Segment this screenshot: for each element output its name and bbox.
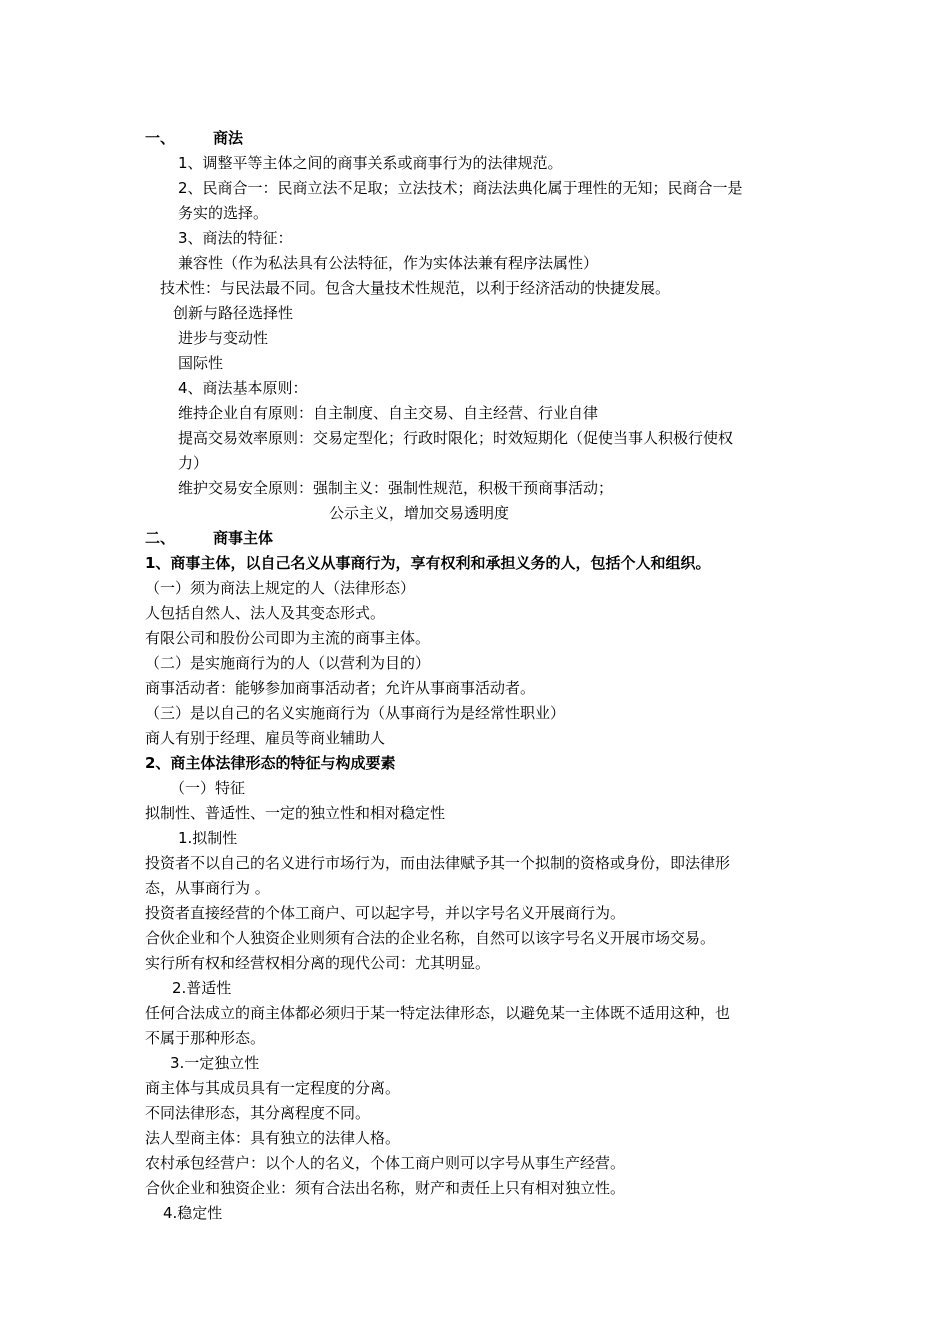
section2-para: 合伙企业和个人独资企业则须有合法的企业名称，自然可以该字号名义开展市场交易。 [145, 929, 716, 947]
feature-compatibility: 兼容性（作为私法具有公法特征，作为实体法兼有程序法属性） [178, 254, 599, 272]
section2-para: 实行所有权和经营权相分离的现代公司：尤其明显。 [145, 954, 491, 972]
section2-para: 有限公司和股份公司即为主流的商事主体。 [145, 629, 431, 647]
section2-definition: 1、商事主体，以自己名义从事商行为，享有权利和承担义务的人，包括个人和组织。 [145, 554, 711, 572]
section2-para: 3.一定独立性 [170, 1054, 260, 1072]
section1-item2-line1: 2、民商合一：民商立法不足取；立法技术；商法法典化属于理性的无知；民商合一是 [178, 179, 743, 197]
section2-para: 不同法律形态，其分离程度不同。 [145, 1104, 371, 1122]
section1-item3: 3、商法的特征： [178, 229, 293, 247]
section2-para: 任何合法成立的商主体都必须归于某一特定法律形态，以避免某一主体既不适用这种，也 [145, 1004, 731, 1022]
section1-number: 一、 [145, 129, 176, 147]
section2-para: 4.稳定性 [163, 1204, 223, 1222]
section2-para: 拟制性、普适性、一定的独立性和相对稳定性 [145, 804, 446, 822]
section2-para: 2.普适性 [172, 979, 232, 997]
section2-para: 法人型商主体：具有独立的法律人格。 [145, 1129, 401, 1147]
section2-para: 商人有别于经理、雇员等商业辅助人 [145, 729, 386, 747]
principle-safety-line2: 公示主义，增加交易透明度 [329, 504, 510, 522]
section2-para: （一）须为商法上规定的人（法律形态） [145, 579, 416, 597]
section2-para: 合伙企业和独资企业：须有合法出名称，财产和责任上只有相对独立性。 [145, 1179, 626, 1197]
principle-autonomy: 维持企业自有原则：自主制度、自主交易、自主经营、行业自律 [178, 404, 599, 422]
principle-safety-line1: 维护交易安全原则：强制主义：强制性规范，积极干预商事活动； [178, 479, 614, 497]
section2-para: 投资者直接经营的个体工商户、可以起字号，并以字号名义开展商行为。 [145, 904, 626, 922]
section2-heading: 商事主体 [213, 529, 274, 547]
principle-efficiency-line2: 力） [178, 454, 209, 472]
section2-para: 人包括自然人、法人及其变态形式。 [145, 604, 386, 622]
section2-para: （二）是实施商行为的人（以营利为目的） [145, 654, 431, 672]
principle-efficiency-line1: 提高交易效率原则：交易定型化；行政时限化；时效短期化（促使当事人积极行使权 [178, 429, 734, 447]
section2-para: （一）特征 [170, 779, 246, 797]
section2-para: 1.拟制性 [178, 829, 238, 847]
feature-international: 国际性 [178, 354, 224, 372]
feature-innovation: 创新与路径选择性 [173, 304, 294, 322]
section2-number: 二、 [145, 529, 176, 547]
section2-para: 商主体与其成员具有一定程度的分离。 [145, 1079, 401, 1097]
section2-para: 商事活动者：能够参加商事活动者；允许从事商事活动者。 [145, 679, 536, 697]
section2-para: 农村承包经营户：以个人的名义，个体工商户则可以字号从事生产经营。 [145, 1154, 626, 1172]
section2-para: （三）是以自己的名义实施商行为（从事商行为是经常性职业） [145, 704, 566, 722]
section2-para: 不属于那种形态。 [145, 1029, 266, 1047]
section2-para: 投资者不以自己的名义进行市场行为，而由法律赋予其一个拟制的资格或身份，即法律形 [145, 854, 731, 872]
feature-technical: 技术性：与民法最不同。包含大量技术性规范，以利于经济活动的快捷发展。 [160, 279, 671, 297]
section2-subheading: 2、商主体法律形态的特征与构成要素 [145, 754, 396, 772]
feature-progress: 进步与变动性 [178, 329, 269, 347]
section1-heading: 商法 [213, 129, 244, 147]
section1-item4: 4、商法基本原则： [178, 379, 308, 397]
section2-para: 态，从事商行为 。 [145, 879, 270, 897]
section1-item2-line2: 务实的选择。 [178, 204, 269, 222]
section1-item1: 1、调整平等主体之间的商事关系或商事行为的法律规范。 [178, 154, 563, 172]
